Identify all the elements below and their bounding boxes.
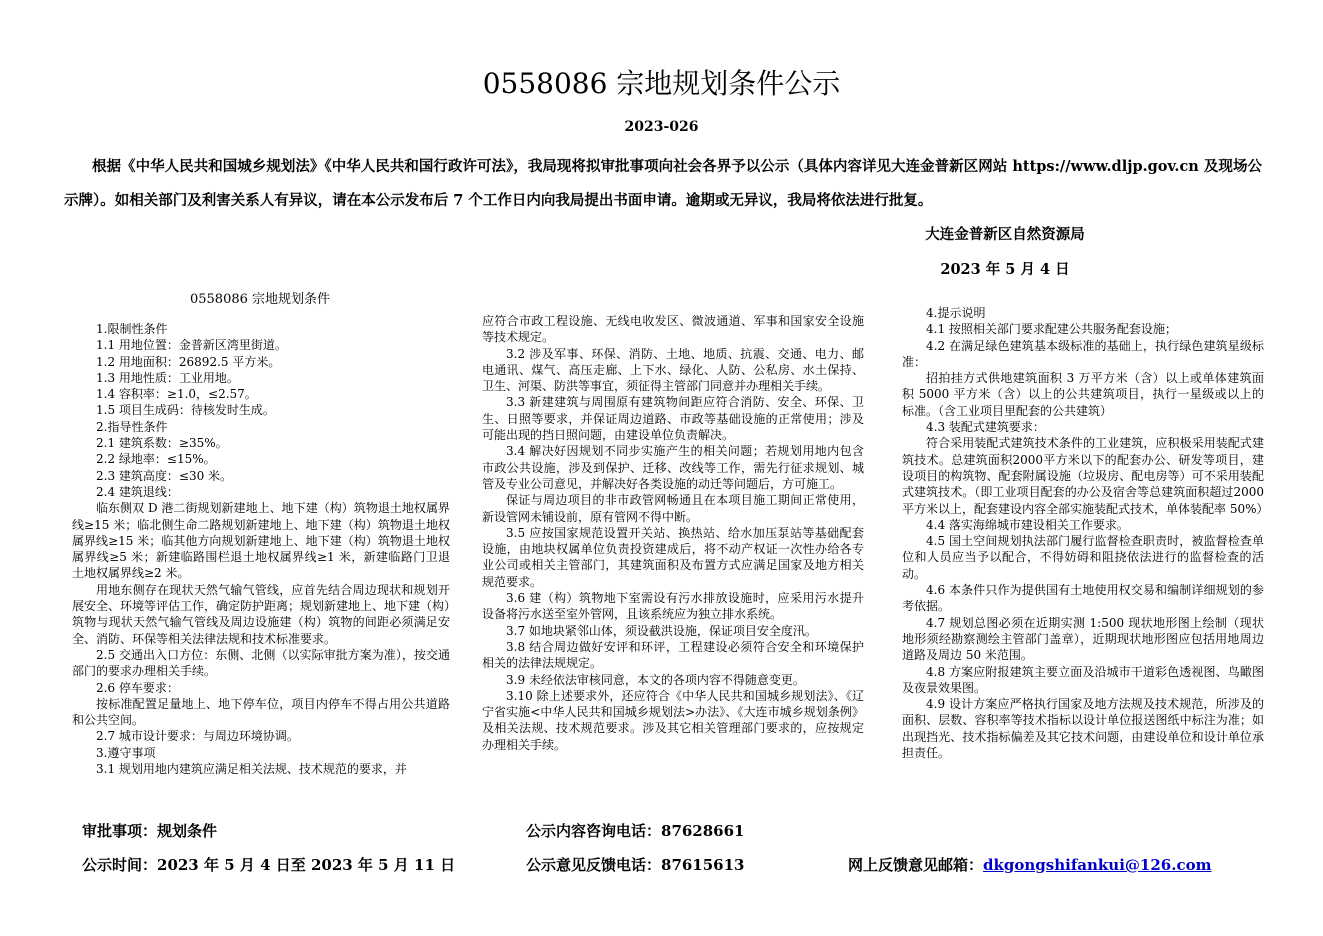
clause-text: 3.4 解决好因规划不同步实施产生的相关问题；若规划用地内包含市政公共设施，涉及到保护、迁移、改线等工作，需先行征求规划、城管及专业公司意见，并解决好各类设施的动迁等问题后，方可施工。 [482,444,864,491]
email-label: 网上反馈意见邮箱： [848,856,984,874]
clause-text: 4.3 装配式建筑要求： [926,420,1045,435]
clause-text: 招拍挂方式供地建筑面积 3 万平方米（含）以上或单体建筑面积 5000 平方米（含）以上的公共建筑项目，执行一星级或以上的标准。（含工业项目里配套的公共建筑） [902,371,1264,418]
clause-text: 用地东侧存在现状天然气输气管线，应首先结合周边现状和规划开展安全、环境等评估工作，确定防护距离；规划新建地上、地下建（构）筑物与现状天然气输气管线及周边设施建（构）筑物的间距必须满足安全、消防、环保等相关法律法规和技术标准要求。 [72,582,451,646]
feedback-phone: 公示意见反馈电话：87615613 [526,856,745,874]
clause-text: 4.1 按照相关部门要求配建公共服务配套设施； [926,322,1177,337]
clause-text: 4.7 规划总图必须在近期实测 1:500 现状地形图上绘制（现状地形须经勘察测绘主管部门盖章），近期现状地形图应包括用地周边道路及周边 50 米范围。 [902,615,1264,663]
clause-text: 应符合市政工程设施、无线电收发区、微波通道、军事和国家安全设施等技术规定。 [482,314,864,345]
clause-text: 按标准配置足量地上、地下停车位，项目内停车不得占用公共道路和公共空间。 [72,696,450,728]
clause-heading: 2.指导性条件 [96,419,168,434]
clause-text: 4.8 方案应附报建筑主要立面及沿城市干道彩色透视图、鸟瞰图及夜景效果图。 [902,664,1264,695]
clause-text: 3.3 新建建筑与周围原有建筑物间距应符合消防、安全、环保、卫生、日照等要求，并保证周边道路、市政等基础设施的正常使用；涉及可能出现的挡日照问题，由建设单位负责解决。 [482,395,864,443]
clause-heading: 3.遵守事项 [96,745,156,760]
clause-text: 4.2 在满足绿色建筑基本级标准的基础上，执行绿色建筑星级标准： [902,338,1264,369]
clause-text: 3.1 规划用地内建筑应满足相关法规、技术规范的要求，并 [96,762,407,777]
clause-heading: 1.3 用地性质：工业用地。 [96,370,239,385]
clause-text: 3.6 建（构）筑物地下室需设有污水排放设施时，应采用污水提升设备将污水送至室外管网，且该系统应为独立排水系统。 [482,591,864,622]
clause-text: 2.5 交通出入口方位：东侧、北侧（以实际审批方案为准），按交通部门的要求办理相关手续。 [72,647,450,679]
conditions-column-3 [902,305,1269,761]
clause-text: 符合采用装配式建筑技术条件的工业建筑，应积极采用装配式建筑技术。总建筑面积2000平方米以下的配套办公、研发等项目，建设项目的构筑物、配套附属设施（垃圾房、配电房等）可不采用装配式建筑技术。（即工业项目配套的办公及宿舍等总建筑面积超过2000平方米以上，配套建设内容全部实施装配式技术，单体装配率 50%） [902,436,1269,516]
clause-heading: 2.1 建筑系数：≥35%。 [96,436,228,451]
feedback-email [848,854,1211,875]
clause-text: 3.8 结合周边做好安评和环评，工程建设必须符合安全和环境保护相关的法律法规规定。 [482,639,864,671]
conditions-column-2 [482,313,864,753]
conditions-title: 0558086 宗地规划条件 [189,292,331,307]
consult-phone: 公示内容咨询电话：87628661 [526,822,745,840]
clause-heading: 1.5 项目生成码：待核发时生成。 [96,403,275,418]
clause-text: 4.5 国土空间规划执法部门履行监督检查职责时，被监督检查单位和人员应当予以配合，不得妨碍和阻挠依法进行的监督检查的活动。 [902,534,1264,581]
document-number: 2023-026 [624,119,699,135]
clause-heading: 2.2 绿地率：≤15%。 [96,452,216,467]
email-link[interactable]: dkgongshifankui@126.com [983,856,1212,874]
clause-heading: 1.2 用地面积：26892.5 平方米。 [96,354,281,369]
clause-heading: 2.7 城市设计要求：与周边环境协调。 [96,729,299,744]
clause-heading: 2.6 停车要求： [96,680,179,695]
clause-heading: 2.4 建筑退线： [96,484,179,499]
publicity-period: 公示时间：2023 年 5 月 4 日至 2023 年 5 月 11 日 [82,856,456,874]
clause-heading: 1.4 容积率：≥1.0，≤2.57。 [96,387,257,402]
clause-heading: 1.限制性条件 [96,322,168,336]
clause-heading: 2.3 建筑高度：≤30 米。 [96,468,233,483]
issuer-name: 大连金普新区自然资源局 [925,226,1085,243]
clause-heading: 1.1 用地位置：金普新区湾里街道。 [96,338,287,353]
clause-text: 3.5 应按国家规范设置开关站、换热站、给水加压泵站等基础配套设施，由地块权属单位负责投资建成后，将不动产权证一次性办给各专业公司或相关主管部门，其建筑面积及布置方式应满足国家及地方相关规范要求。 [482,525,864,589]
clause-text: 3.10 除上述要求外，还应符合《中华人民共和国城乡规划法》、《辽宁省实施<中华人民共和国城乡规划法>办法》、《大连市城乡规划条例》及相关法规、技术规范要求。涉及其它相关管理部门要求的，应按规定办理相关手续。 [482,688,864,752]
clause-text: 4.9 设计方案应严格执行国家及地方法规及技术规范，所涉及的面积、层数、容积率等技术指标以设计单位报送图纸中标注为准；如出现挡光、技术指标偏差及其它技术问题，由建设单位和设计单位承担责任。 [902,697,1264,761]
clause-text: 4.6 本条件只作为提供国有土地使用权交易和编制详细规划的参考依据。 [902,583,1264,614]
approval-item: 审批事项：规划条件 [82,822,218,840]
clause-text: 3.2 涉及军事、环保、消防、土地、地质、抗震、交通、电力、邮电通讯、煤气、高压走廊、上下水、绿化、人防、公私房、水土保持、卫生、河渠、防洪等事宜，须征得主管部门同意并办理相关手续。 [482,346,864,394]
intro-paragraph: 根据《中华人民共和国城乡规划法》《中华人民共和国行政许可法》，我局现将拟审批事项向社会各界予以公示（具体内容详见大连金普新区网站 https://www.dljp.gov.cn 及现场公示牌）。如相关部门及利害关系人有异议，请在本公示发布后 7 个工作日内向我局提出书面申请。逾期或无异议，我局将依法进行批复。 [64,158,1262,209]
page-title: 0558086 宗地规划条件公示 [482,67,841,100]
clause-text: 3.9 未经依法审核同意，本文的各项内容不得随意变更。 [506,672,805,687]
clause-text: 保证与周边项目的非市政管网畅通且在本项目施工期间正常使用，新设管网未铺设前，原有管网不得中断。 [482,493,864,524]
issue-date: 2023 年 5 月 4 日 [940,261,1070,278]
conditions-column-1 [72,321,450,777]
clause-text: 临东侧双 D 港二街规划新建地上、地下建（构）筑物退土地权属界线≥15 米；临北侧生命二路规划新建地上、地下建（构）筑物退土地权属界线≥15 米；临其他方向规划新建地上、地下建（构）筑物退土地权属界线≥5 米；新建临路围栏退土地权属界线≥1 米，新建临路门卫退土地权属界线≥2 米。 [72,501,450,581]
clause-text: 4.4 落实海绵城市建设相关工作要求。 [926,517,1129,532]
clause-text: 3.7 如地块紧邻山体，须设截洪设施，保证项目安全度汛。 [506,623,817,638]
clause-heading: 4.提示说明 [926,306,986,320]
